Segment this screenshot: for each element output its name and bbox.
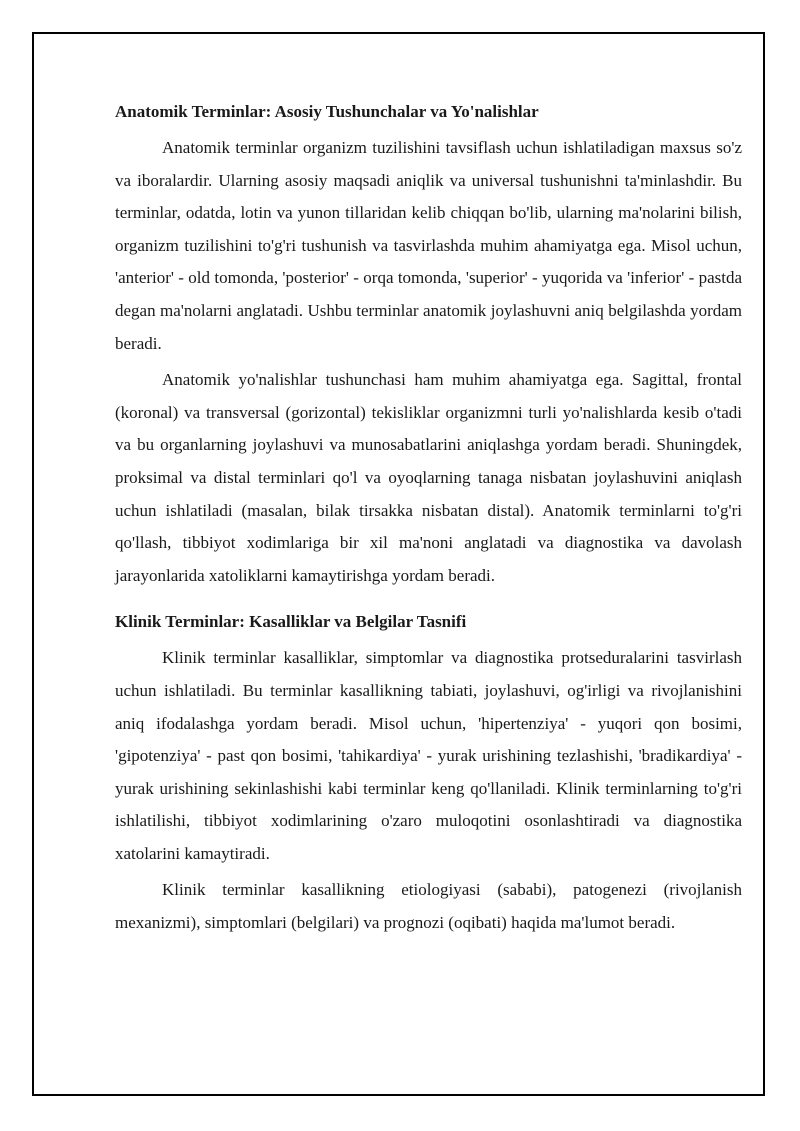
section-heading-klinik: Klinik Terminlar: Kasalliklar va Belgilar Tasnifi bbox=[115, 612, 467, 632]
paragraph-anatomik-1: Anatomik terminlar organizm tuzilishini tavsiflash uchun ishlatiladigan maxsus so'z va iboralardir. Ularning asosiy maqsadi aniqlik va universal tushunishni ta'minlashdir. Bu terminlar, odatda, lotin va yunon tillaridan kelib chiqqan bo'lib, ularning ma'nolarini bilish, organizm tuzilishini to'g'ri tushunish va tasvirlashda muhim ahamiyatga ega. Misol uchun, 'anterior' - old tomonda, 'posterior' - orqa tomonda, 'superior' - yuqorida va 'inferior' - pastda degan ma'nolarni anglatadi. Ushbu terminlar anatomik joylashuvni aniq belgilashda yordam beradi. bbox=[115, 138, 742, 353]
section-heading-anatomik: Anatomik Terminlar: Asosiy Tushunchalar va Yo'nalishlar bbox=[115, 102, 539, 121]
document-body bbox=[115, 96, 742, 944]
paragraph-klinik-1: Klinik terminlar kasalliklar, simptomlar va diagnostika protseduralarini tasvirlash uchun ishlatiladi. Bu terminlar kasallikning tabiati, joylashuvi, og'irligi va rivojlanishini aniq ifodalashga yordam beradi. Misol uchun, 'hipertenziya' - yuqori qon bosimi, 'gipotenziya' - past qon bosimi, 'tahikardiya' - yurak urishining tezlashishi, 'bradikardiya' - yurak urishining sekinlashishi kabi terminlar keng qo'llaniladi. Klinik terminlarning to'g'ri ishlatilishi, tibbiyot xodimlarining o'zaro muloqotini osonlashtiradi va diagnostika xatolarini kamaytiradi. bbox=[115, 648, 742, 863]
paragraph-anatomik-2: Anatomik yo'nalishlar tushunchasi ham muhim ahamiyatga ega. Sagittal, frontal (koronal) va transversal (gorizontal) tekisliklar organizmni turli yo'nalishlarda kesib o'tadi va bu organlarning joylashuvi va munosabatlarini aniqlashga yordam beradi. Shuningdek, proksimal va distal terminlari qo'l va oyoqlarning tanaga nisbatan joylashuvini aniqlash uchun ishlatiladi (masalan, bilak tirsakka nisbatan distal). Anatomik terminlarni to'g'ri qo'llash, tibbiyot xodimlariga bir xil ma'noni anglatadi va diagnostika va davolash jarayonlarida xatoliklarni kamaytirishga yordam beradi. bbox=[115, 370, 742, 585]
paragraph-klinik-2: Klinik terminlar kasallikning etiologiyasi (sababi), patogenezi (rivojlanish mexanizmi), simptomlari (belgilari) va prognozi (oqibati) haqida ma'lumot beradi. bbox=[115, 880, 742, 933]
